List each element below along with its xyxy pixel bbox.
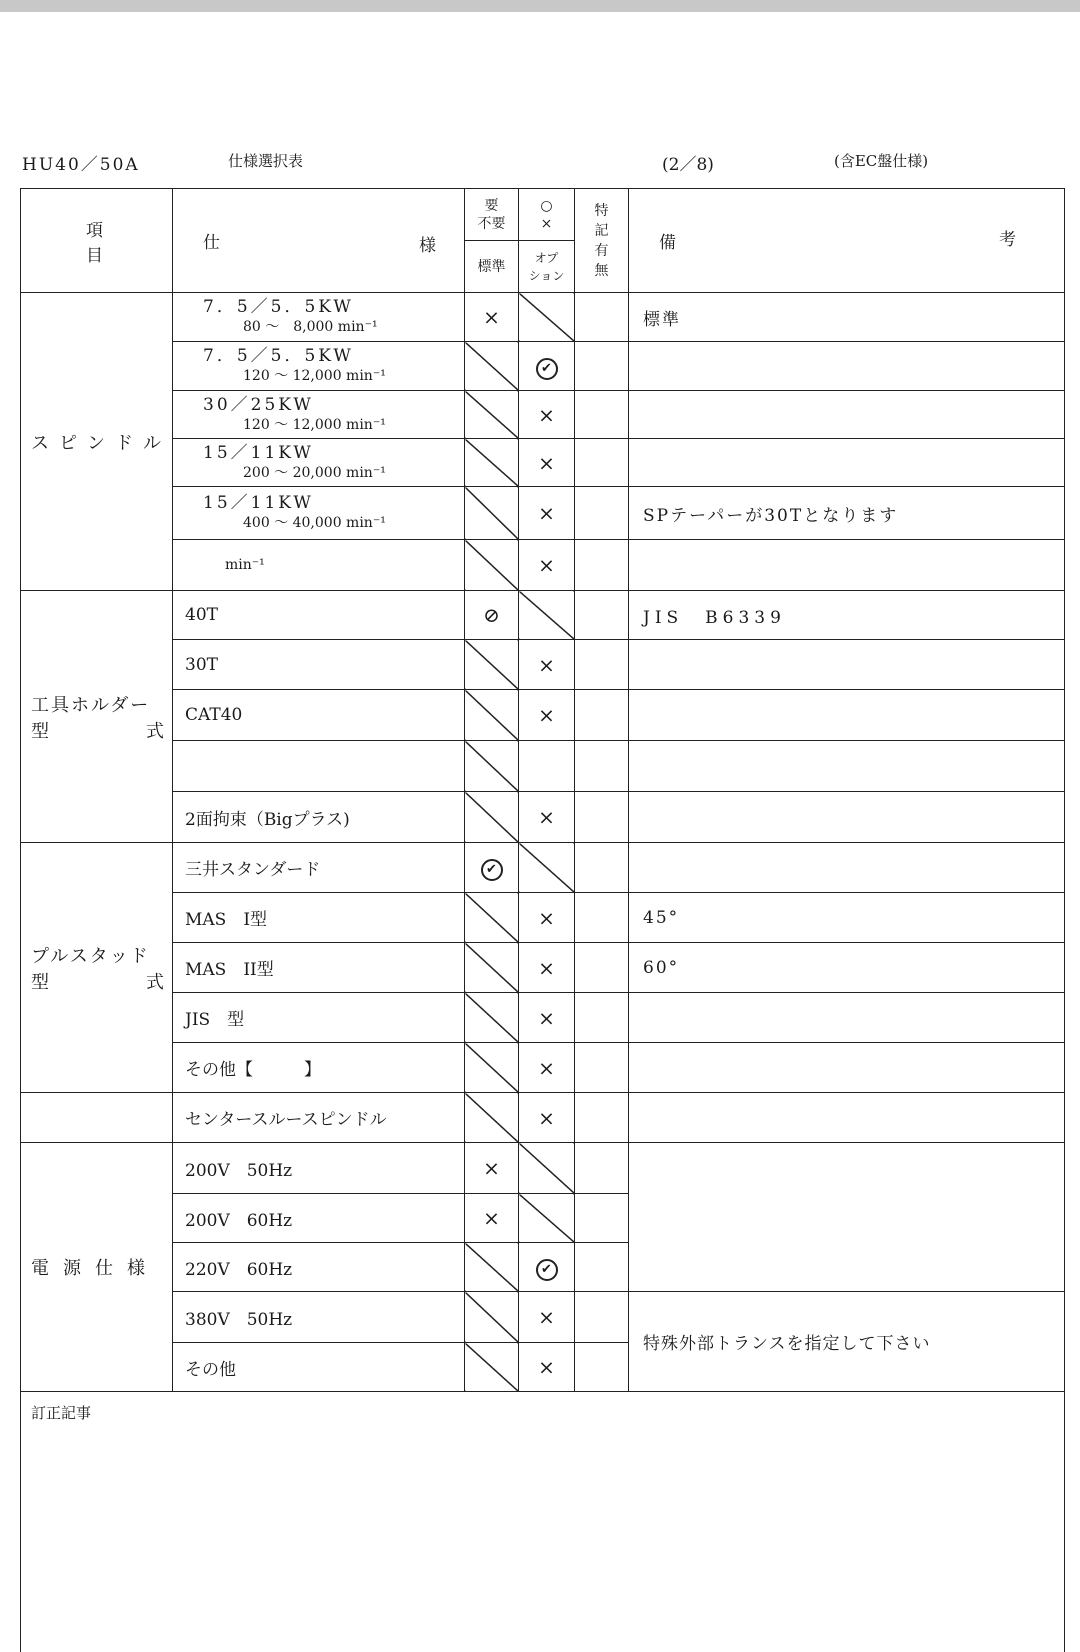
column-header-spec-right: 様 <box>419 236 436 256</box>
column-header-notes <box>629 189 1065 293</box>
spec-selection-table <box>20 188 1065 1652</box>
special-spindle-2 <box>575 342 629 391</box>
opt-mark-pull-stud-1 <box>519 843 575 893</box>
special-power-3 <box>575 1243 629 1292</box>
std-mark-spindle-1: × <box>465 293 519 342</box>
std-mark-center-through <box>465 1093 519 1143</box>
special-spindle-6 <box>575 540 629 591</box>
spec-pull-stud-4: JIS 型 <box>173 993 465 1043</box>
opt-mark-spindle-5: × <box>519 487 575 540</box>
opt-mark-tool-holder-4 <box>519 741 575 792</box>
special-power-1 <box>575 1143 629 1194</box>
opt-mark-spindle-1 <box>519 293 575 342</box>
opt-mark-spindle-3: × <box>519 391 575 439</box>
column-header-notes-left: 備 <box>659 233 676 253</box>
spec-spindle-4: 15／11KW 200 ～ 20,000 min⁻¹ <box>173 439 465 487</box>
special-pull-stud-3 <box>575 943 629 993</box>
spec-spindle-6: min⁻¹ <box>173 540 465 591</box>
opt-mark-power-2 <box>519 1194 575 1243</box>
special-spindle-4 <box>575 439 629 487</box>
special-spindle-3 <box>575 391 629 439</box>
spec-pull-stud-2: MAS I型 <box>173 893 465 943</box>
opt-mark-pull-stud-2: × <box>519 893 575 943</box>
note-spindle-2 <box>629 342 1065 391</box>
spec-tool-holder-2: 30T <box>173 640 465 690</box>
opt-mark-center-through: × <box>519 1093 575 1143</box>
opt-mark-pull-stud-4: × <box>519 993 575 1043</box>
note-tool-holder-5 <box>629 792 1065 843</box>
spec-power-5: その他 <box>173 1343 465 1392</box>
special-tool-holder-4 <box>575 741 629 792</box>
spec-spindle-2: 7．5／5．5KW 120 ～ 12,000 min⁻¹ <box>173 342 465 391</box>
document-subtitle: 仕様選択表 <box>228 152 304 170</box>
note-power-transformer: 特殊外部トランスを指定して下さい <box>629 1292 1065 1392</box>
note-spindle-5: SPテーパーが30Tとなります <box>629 487 1065 540</box>
note-power-1-3 <box>629 1143 1065 1292</box>
column-header-required: 要 不要 <box>465 189 519 241</box>
column-header-special: 特 記 有 無 <box>575 189 629 293</box>
special-power-2 <box>575 1194 629 1243</box>
spec-power-1: 200V 50Hz <box>173 1143 465 1194</box>
special-center-through <box>575 1093 629 1143</box>
opt-mark-spindle-2 <box>519 342 575 391</box>
spec-center-through: センタースルースピンドル <box>173 1093 465 1143</box>
page-number: (2／8) <box>662 155 714 175</box>
opt-mark-tool-holder-2: × <box>519 640 575 690</box>
special-tool-holder-2 <box>575 640 629 690</box>
group-label-power: 電源仕様 <box>21 1143 173 1392</box>
check-circle-icon: ✔ <box>536 1259 558 1281</box>
opt-mark-power-4: × <box>519 1292 575 1343</box>
group-label-tool-holder: 工具ホルダー 型 式 <box>21 591 173 843</box>
note-spindle-1: 標準 <box>629 293 1065 342</box>
spec-tool-holder-4 <box>173 741 465 792</box>
note-spindle-4 <box>629 439 1065 487</box>
column-header-standard: 標準 <box>465 241 519 293</box>
spec-pull-stud-3: MAS II型 <box>173 943 465 993</box>
opt-mark-power-3 <box>519 1243 575 1292</box>
column-header-item: 項 目 <box>21 189 173 293</box>
document-header <box>22 150 1062 180</box>
std-mark-pull-stud-3 <box>465 943 519 993</box>
note-spindle-3 <box>629 391 1065 439</box>
column-header-notes-right: 考 <box>999 230 1016 250</box>
opt-mark-tool-holder-1 <box>519 591 575 640</box>
special-spindle-5 <box>575 487 629 540</box>
header-note: (含EC盤仕様) <box>834 152 929 170</box>
std-mark-power-2: × <box>465 1194 519 1243</box>
std-mark-spindle-4 <box>465 439 519 487</box>
group-label-spindle: スピンドル <box>21 293 173 591</box>
note-pull-stud-5 <box>629 1043 1065 1093</box>
std-mark-tool-holder-3 <box>465 690 519 741</box>
std-mark-spindle-6 <box>465 540 519 591</box>
special-spindle-1 <box>575 293 629 342</box>
spec-spindle-5: 15／11KW 400 ～ 40,000 min⁻¹ <box>173 487 465 540</box>
special-power-4 <box>575 1292 629 1343</box>
note-tool-holder-1: JIS B6339 <box>629 591 1065 640</box>
std-mark-power-4 <box>465 1292 519 1343</box>
std-mark-spindle-5 <box>465 487 519 540</box>
std-mark-pull-stud-4 <box>465 993 519 1043</box>
special-pull-stud-2 <box>575 893 629 943</box>
spec-tool-holder-3: CAT40 <box>173 690 465 741</box>
check-circle-icon: ✔ <box>536 358 558 380</box>
spec-pull-stud-5: その他【 】 <box>173 1043 465 1093</box>
std-mark-tool-holder-1: ⊘ <box>465 591 519 640</box>
check-circle-icon: ✔ <box>481 859 503 881</box>
spec-pull-stud-1: 三井スタンダード <box>173 843 465 893</box>
std-mark-spindle-2 <box>465 342 519 391</box>
column-header-spec-left: 仕 <box>203 233 220 253</box>
note-center-through <box>629 1093 1065 1143</box>
spec-tool-holder-5: 2面拘束（Bigプラス) <box>173 792 465 843</box>
std-mark-pull-stud-2 <box>465 893 519 943</box>
note-spindle-6 <box>629 540 1065 591</box>
special-power-5 <box>575 1343 629 1392</box>
special-tool-holder-1 <box>575 591 629 640</box>
spec-tool-holder-1: 40T <box>173 591 465 640</box>
std-mark-power-3 <box>465 1243 519 1292</box>
special-tool-holder-5 <box>575 792 629 843</box>
special-pull-stud-1 <box>575 843 629 893</box>
note-pull-stud-3: 60° <box>629 943 1065 993</box>
std-mark-power-5 <box>465 1343 519 1392</box>
special-tool-holder-3 <box>575 690 629 741</box>
spec-power-3: 220V 60Hz <box>173 1243 465 1292</box>
opt-mark-tool-holder-5: × <box>519 792 575 843</box>
opt-mark-pull-stud-5: × <box>519 1043 575 1093</box>
note-pull-stud-2: 45° <box>629 893 1065 943</box>
spec-power-4: 380V 50Hz <box>173 1292 465 1343</box>
std-mark-pull-stud-1 <box>465 843 519 893</box>
remarks-section <box>21 1392 1065 1652</box>
special-pull-stud-4 <box>575 993 629 1043</box>
note-tool-holder-3 <box>629 690 1065 741</box>
spec-spindle-1: 7．5／5．5KW 80 ～ 8,000 min⁻¹ <box>173 293 465 342</box>
special-pull-stud-5 <box>575 1043 629 1093</box>
column-header-option-mark: ○ × <box>519 189 575 241</box>
column-header-spec <box>173 189 465 293</box>
note-pull-stud-1 <box>629 843 1065 893</box>
column-header-option: オプ ション <box>519 241 575 293</box>
spec-spindle-3: 30／25KW 120 ～ 12,000 min⁻¹ <box>173 391 465 439</box>
opt-mark-spindle-4: × <box>519 439 575 487</box>
opt-mark-pull-stud-3: × <box>519 943 575 993</box>
std-mark-spindle-3 <box>465 391 519 439</box>
std-mark-tool-holder-2 <box>465 640 519 690</box>
opt-mark-power-1 <box>519 1143 575 1194</box>
opt-mark-tool-holder-3: × <box>519 690 575 741</box>
spec-power-2: 200V 60Hz <box>173 1194 465 1243</box>
group-label-pull-stud: プルスタッド 型 式 <box>21 843 173 1093</box>
remarks-label: 訂正記事 <box>31 1404 92 1422</box>
std-mark-tool-holder-4 <box>465 741 519 792</box>
top-bar <box>0 0 1080 12</box>
std-mark-power-1: × <box>465 1143 519 1194</box>
group-label-center-through <box>21 1093 173 1143</box>
opt-mark-spindle-6: × <box>519 540 575 591</box>
note-pull-stud-4 <box>629 993 1065 1043</box>
note-tool-holder-4 <box>629 741 1065 792</box>
opt-mark-power-5: × <box>519 1343 575 1392</box>
std-mark-pull-stud-5 <box>465 1043 519 1093</box>
document-title: HU40／50A <box>22 155 140 175</box>
note-tool-holder-2 <box>629 640 1065 690</box>
std-mark-tool-holder-5 <box>465 792 519 843</box>
